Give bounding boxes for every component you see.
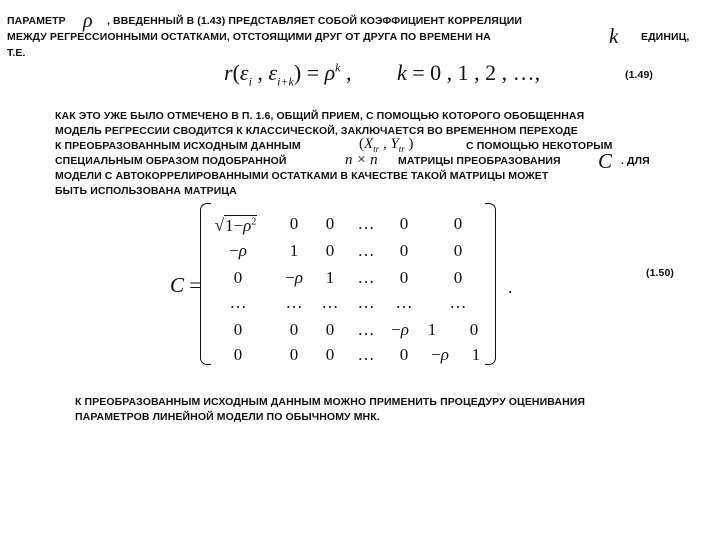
para2-line3-start: К ПРЕОБРАЗОВАННЫМ ИСХОДНЫМ ДАННЫМ (55, 140, 301, 152)
para1-line2: МЕЖДУ РЕГРЕССИОННЫМИ ОСТАТКАМИ, ОТСТОЯЩИМИ ДРУГ ОТ ДРУГА ПО ВРЕМЕНИ НА (7, 31, 491, 43)
para1-line2-end: ЕДИНИЦ, (641, 31, 690, 43)
para3-line2: ПАРАМЕТРОВ ЛИНЕЙНОЙ МОДЕЛИ ПО ОБЫЧНОМУ МНК. (75, 411, 380, 423)
matrix-cell: 0 (399, 268, 409, 287)
para3-line1: К ПРЕОБРАЗОВАННЫМ ИСХОДНЫМ ДАННЫМ МОЖНО ПРИМЕНИТЬ ПРОЦЕДУРУ ОЦЕНИВАНИЯ (75, 396, 586, 408)
matrix-cell: 0 (399, 345, 409, 364)
matrix-period: . (508, 277, 513, 297)
matrix-cell: … (357, 268, 375, 287)
para2-line5: МОДЕЛИ С АВТОКОРРЕЛИРОВАННЫМИ ОСТАТКАМИ В КАЧЕСТВЕ ТАКОЙ МАТРИЦЫ МОЖЕТ (55, 170, 549, 182)
matrix-c-lhs: C = (170, 273, 202, 297)
equation-number-1-49: (1.49) (625, 69, 654, 81)
matrix-right-bracket (485, 203, 496, 365)
equation-number-1-50: (1.50) (646, 267, 675, 279)
rho-symbol: ρ (83, 10, 93, 32)
para2-line2: МОДЕЛЬ РЕГРЕССИИ СВОДИТСЯ К КЛАССИЧЕСКОЙ, ЗАКЛЮЧАЕТСЯ ВО ВРЕМЕННОМ ПЕРЕХОДЕ (55, 125, 578, 137)
matrix-cell: 1 (289, 241, 299, 260)
matrix-cell: 0 (289, 320, 299, 339)
k-symbol: k (609, 24, 619, 48)
matrix-cell: 0 (289, 214, 299, 233)
matrix-cell: … (395, 293, 413, 312)
matrix-cell: … (321, 293, 339, 312)
matrix-cell: 0 (325, 320, 335, 339)
matrix-cell: 1 (325, 268, 335, 287)
matrix-cell: 0 (289, 345, 299, 364)
matrix-cell: 1 (427, 320, 437, 339)
matrix-cell: 1 (471, 345, 481, 364)
para1-line1-start: ПАРАМЕТР (7, 15, 66, 27)
matrix-cell: $√1-\rho^2$ (214, 215, 257, 235)
matrix-cell: … (357, 293, 375, 312)
para1-line1-end: , ВВЕДЕННЫЙ В (1.43) ПРЕДСТАВЛЯЕТ СОБОЙ КОЭФФИЦИЕНТ КОРРЕЛЯЦИИ (107, 15, 523, 27)
para2-line4-start: СПЕЦИАЛЬНЫМ ОБРАЗОМ ПОДОБРАННОЙ (55, 155, 287, 167)
matrix-cell: −ρ (229, 241, 247, 260)
matrix-cell: 0 (399, 214, 409, 233)
transformed-data-formula: ($X_{tr}$ , $Y_{tr}$ ) (359, 136, 414, 154)
para2-line1: КАК ЭТО УЖЕ БЫЛО ОТМЕЧЕНО В П. 1.6, ОБЩИЙ ПРИЕМ, С ПОМОЩЬЮ КОТОРОГО ОБОБЩЕННАЯ (55, 110, 585, 122)
matrix-cell: 0 (233, 320, 243, 339)
matrix-cell: 0 (233, 345, 243, 364)
matrix-cell: … (357, 345, 375, 364)
matrix-cell: … (357, 241, 375, 260)
matrix-cell: 0 (399, 241, 409, 260)
matrix-cell: 0 (325, 345, 335, 364)
matrix-cell: 0 (325, 214, 335, 233)
matrix-cell: −ρ (285, 268, 303, 287)
matrix-cell: 0 (233, 268, 243, 287)
matrix-cell: 0 (469, 320, 479, 339)
matrix-cell: 0 (453, 214, 463, 233)
matrix-cell: … (285, 293, 303, 312)
matrix-cell: … (229, 293, 247, 312)
matrix-cell: 0 (453, 268, 463, 287)
matrix-cell: … (357, 320, 375, 339)
matrix-cell: 0 (453, 241, 463, 260)
para2-line4-end: . ДЛЯ (621, 155, 650, 167)
para2-line3-end: С ПОМОЩЬЮ НЕКОТОРЫМ (466, 140, 613, 152)
para2-line6: БЫТЬ ИСПОЛЬЗОВАНА МАТРИЦА (55, 185, 237, 197)
matrix-cell: … (357, 214, 375, 233)
matrix-cell: … (449, 293, 467, 312)
matrix-cell: −ρ (431, 345, 449, 364)
matrix-cell: 0 (325, 241, 335, 260)
transformation-matrix (200, 203, 496, 363)
para2-line4-mid: МАТРИЦЫ ПРЕОБРАЗОВАНИЯ (398, 155, 561, 167)
matrix-size-formula: n × n (345, 152, 378, 168)
matrix-cell: −ρ (391, 320, 409, 339)
para1-line3: Т.Е. (7, 47, 26, 59)
matrix-c-symbol: C (598, 149, 613, 173)
equation-1-49: $r(\varepsilon_i$ , $\varepsilon_{i+k}) = \rho^k$ , k = 0 , 1 , 2 , …, (224, 60, 541, 89)
